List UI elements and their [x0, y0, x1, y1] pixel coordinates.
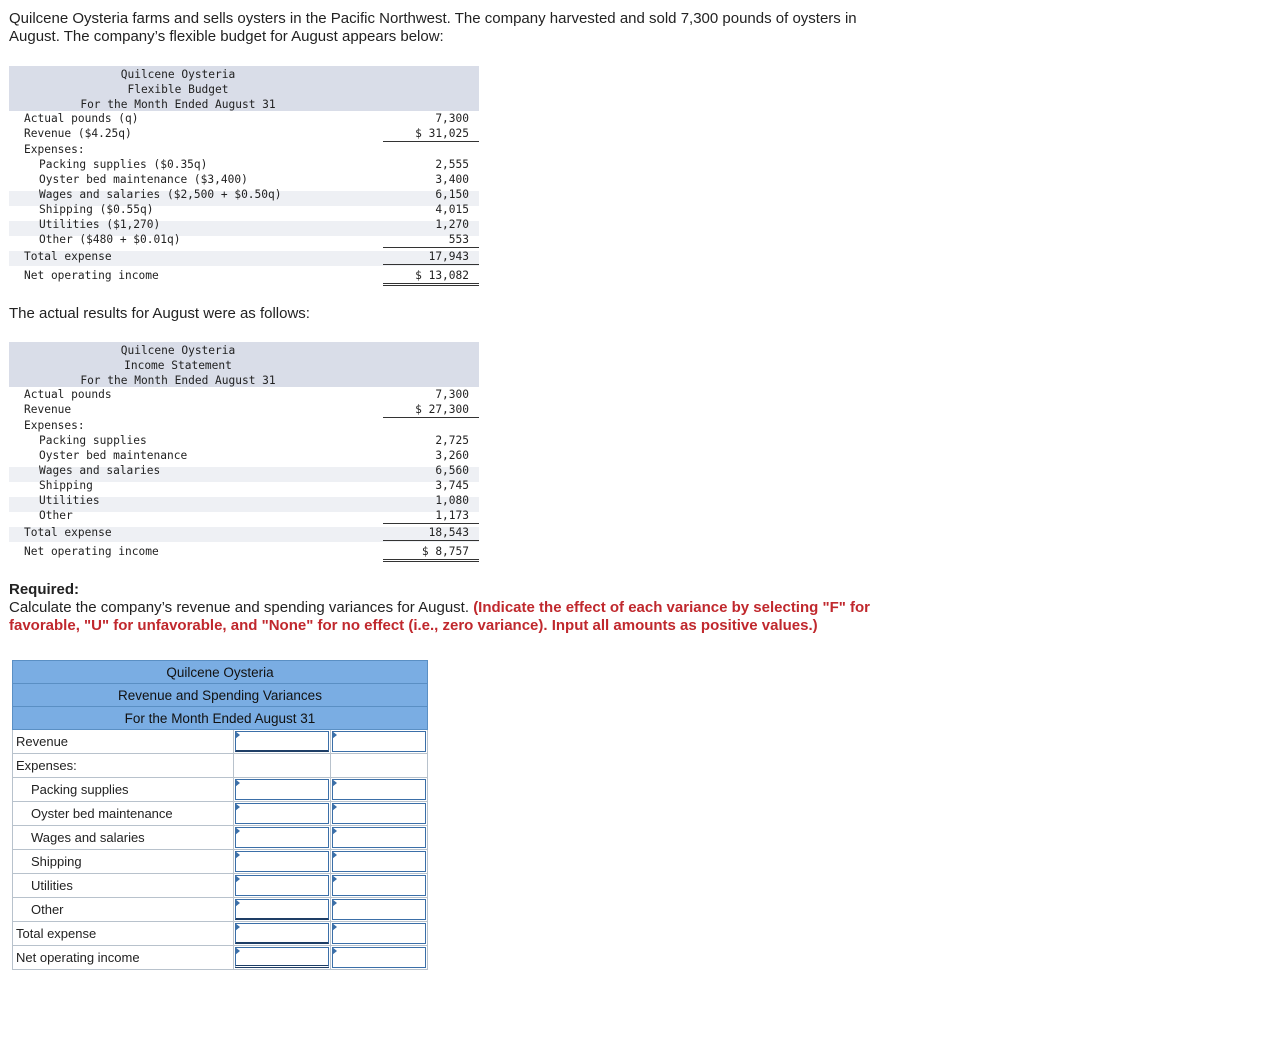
required-text-line [9, 599, 909, 635]
flex-company-title: Quilcene Oysteria [120, 68, 236, 81]
flex-expense-row [9, 157, 479, 172]
actual-expense-row [9, 478, 479, 493]
variance-answer-table [12, 660, 428, 970]
flex-pounds-label: Actual pounds (q) [24, 112, 139, 125]
answer-row-wages [13, 826, 428, 850]
answer-row-shipping [13, 850, 428, 874]
input-marker-icon [235, 899, 240, 907]
flex-total-row [9, 249, 479, 264]
other-variance-effect-select[interactable] [330, 898, 427, 922]
answer-label-shipping: Shipping [13, 850, 234, 874]
dropdown-marker-icon [332, 731, 337, 739]
noi-variance-effect-select[interactable] [330, 946, 427, 970]
input-marker-icon [235, 875, 240, 883]
dropdown-marker-icon [332, 947, 337, 955]
total-variance-amount-input[interactable] [233, 922, 330, 946]
actual-expenses-row [9, 418, 479, 433]
income-statement-header [9, 342, 479, 387]
actual-expense-row [9, 433, 479, 448]
flex-expense-label: Wages and salaries ($2,500 + $0.50q) [39, 188, 282, 201]
actual-expense-label: Packing supplies [39, 434, 147, 447]
flex-expense-label: Oyster bed maintenance ($3,400) [39, 173, 248, 186]
packing-variance-effect-select[interactable] [330, 778, 427, 802]
actual-statement-title: Income Statement [124, 359, 232, 372]
actual-company-title: Quilcene Oysteria [120, 344, 236, 357]
required-instruction: (Indicate the effect of each variance by selecting "F" for favorable, "U" for unfavorable, and "None" for no effect (i.e., zero variance). Input all amounts as positive values.) [9, 599, 871, 634]
flex-total-label: Total expense [24, 250, 112, 263]
intro-text: Quilcene Oysteria farms and sells oysters in the Pacific Northwest. The company harvested and sold 7,300 pounds of oysters in August. The company’s flexible budget for August appears below: [9, 10, 857, 45]
input-marker-icon [235, 779, 240, 787]
dropdown-marker-icon [332, 803, 337, 811]
flex-pounds-value: 7,300 [435, 112, 469, 125]
input-marker-icon [235, 731, 240, 739]
actual-expense-label: Other [39, 509, 73, 522]
actual-expense-label: Wages and salaries [39, 464, 161, 477]
dropdown-marker-icon [332, 851, 337, 859]
total-variance-effect-select[interactable] [330, 922, 427, 946]
required-text: Calculate the company’s revenue and spending variances for August. [9, 599, 470, 616]
actual-pounds-label: Actual pounds [24, 388, 112, 401]
actual-pounds-row [9, 387, 479, 402]
answer-row-revenue [13, 730, 428, 754]
oyster-variance-amount-input[interactable] [233, 802, 330, 826]
actual-period-title: For the Month Ended August 31 [80, 374, 276, 387]
flex-expense-label: Shipping ($0.55q) [39, 203, 154, 216]
actual-expense-value: 3,260 [435, 449, 469, 462]
flex-expense-label: Utilities ($1,270) [39, 218, 161, 231]
actual-expense-value: 2,725 [435, 434, 469, 447]
flex-period-title: For the Month Ended August 31 [80, 98, 276, 111]
shipping-variance-effect-select[interactable] [330, 850, 427, 874]
input-marker-icon [235, 923, 240, 931]
flex-pounds-row [9, 111, 479, 126]
actual-intro-text: The actual results for August were as follows: [9, 305, 310, 322]
answer-row-packing [13, 778, 428, 802]
flex-expense-row [9, 187, 479, 202]
answer-label-packing: Packing supplies [13, 778, 234, 802]
income-statement [9, 342, 479, 564]
oyster-variance-effect-select[interactable] [330, 802, 427, 826]
actual-expense-label: Shipping [39, 479, 93, 492]
actual-total-row [9, 525, 479, 540]
flex-expense-row [9, 217, 479, 232]
flex-noi-row [9, 268, 479, 283]
flex-expense-row [9, 202, 479, 217]
required-title: Required: [9, 581, 80, 598]
actual-expenses-label: Expenses: [24, 419, 85, 432]
flex-expense-label: Packing supplies ($0.35q) [39, 158, 208, 171]
other-variance-amount-input[interactable] [233, 898, 330, 922]
answer-label-expenses: Expenses: [13, 754, 234, 778]
flex-expense-value: 1,270 [435, 218, 469, 231]
flex-expenses-label: Expenses: [24, 143, 85, 156]
flex-expense-value: 2,555 [435, 158, 469, 171]
actual-noi-label: Net operating income [24, 545, 159, 558]
input-marker-icon [235, 947, 240, 955]
actual-total-label: Total expense [24, 526, 112, 539]
answer-row-noi [13, 946, 428, 970]
answer-label-revenue: Revenue [13, 730, 234, 754]
actual-noi-row [9, 544, 479, 559]
revenue-variance-effect-select[interactable] [330, 730, 427, 754]
flex-noi-label: Net operating income [24, 269, 159, 282]
actual-expense-row [9, 508, 479, 523]
flex-revenue-value: $ 31,025 [383, 126, 479, 142]
answer-statement-title: Revenue and Spending Variances [13, 684, 428, 707]
dropdown-marker-icon [332, 875, 337, 883]
answer-row-expenses [13, 754, 428, 778]
flex-statement-title: Flexible Budget [127, 83, 229, 96]
actual-expense-label: Utilities [39, 494, 100, 507]
flex-expenses-row [9, 142, 479, 157]
noi-variance-amount-input[interactable] [233, 946, 330, 970]
flex-expense-value: 553 [383, 232, 479, 248]
answer-period-title: For the Month Ended August 31 [13, 707, 428, 730]
flex-expense-value: 6,150 [435, 188, 469, 201]
flexible-budget-statement [9, 66, 479, 288]
answer-label-other: Other [13, 898, 234, 922]
packing-variance-amount-input[interactable] [233, 778, 330, 802]
answer-label-wages: Wages and salaries [13, 826, 234, 850]
flex-noi-value: $ 13,082 [383, 268, 479, 286]
answer-company-title: Quilcene Oysteria [13, 661, 428, 684]
flex-revenue-row [9, 126, 479, 141]
answer-label-total: Total expense [13, 922, 234, 946]
answer-row-oyster [13, 802, 428, 826]
wages-variance-effect-select[interactable] [330, 826, 427, 850]
actual-expense-label: Oyster bed maintenance [39, 449, 188, 462]
dropdown-marker-icon [332, 899, 337, 907]
actual-expense-value: 6,560 [435, 464, 469, 477]
flex-expense-label: Other ($480 + $0.01q) [39, 233, 181, 246]
flex-expense-row [9, 172, 479, 187]
wages-variance-amount-input[interactable] [233, 826, 330, 850]
answer-label-noi: Net operating income [13, 946, 234, 970]
actual-pounds-value: 7,300 [435, 388, 469, 401]
flex-total-value: 17,943 [383, 249, 479, 265]
answer-label-utilities: Utilities [13, 874, 234, 898]
flex-expense-value: 4,015 [435, 203, 469, 216]
input-marker-icon [235, 827, 240, 835]
actual-revenue-value: $ 27,300 [383, 402, 479, 418]
actual-expense-value: 3,745 [435, 479, 469, 492]
actual-revenue-label: Revenue [24, 403, 72, 416]
actual-expense-row [9, 448, 479, 463]
dropdown-marker-icon [332, 827, 337, 835]
revenue-variance-amount-input[interactable] [233, 730, 330, 754]
answer-row-other [13, 898, 428, 922]
utilities-variance-effect-select[interactable] [330, 874, 427, 898]
actual-noi-value: $ 8,757 [383, 544, 479, 562]
input-marker-icon [235, 803, 240, 811]
actual-expense-row [9, 493, 479, 508]
dropdown-marker-icon [332, 923, 337, 931]
input-marker-icon [235, 851, 240, 859]
required-block [9, 581, 909, 635]
answer-row-utilities [13, 874, 428, 898]
actual-total-value: 18,543 [383, 525, 479, 541]
flex-expense-value: 3,400 [435, 173, 469, 186]
dropdown-marker-icon [332, 779, 337, 787]
shipping-variance-amount-input[interactable] [233, 850, 330, 874]
actual-expense-row [9, 463, 479, 478]
answer-row-total [13, 922, 428, 946]
actual-expense-value: 1,080 [435, 494, 469, 507]
actual-expense-value: 1,173 [383, 508, 479, 524]
flex-revenue-label: Revenue ($4.25q) [24, 127, 132, 140]
flexible-budget-header [9, 66, 479, 111]
flex-expense-row [9, 232, 479, 247]
answer-label-oyster: Oyster bed maintenance [13, 802, 234, 826]
utilities-variance-amount-input[interactable] [233, 874, 330, 898]
actual-revenue-row [9, 402, 479, 417]
